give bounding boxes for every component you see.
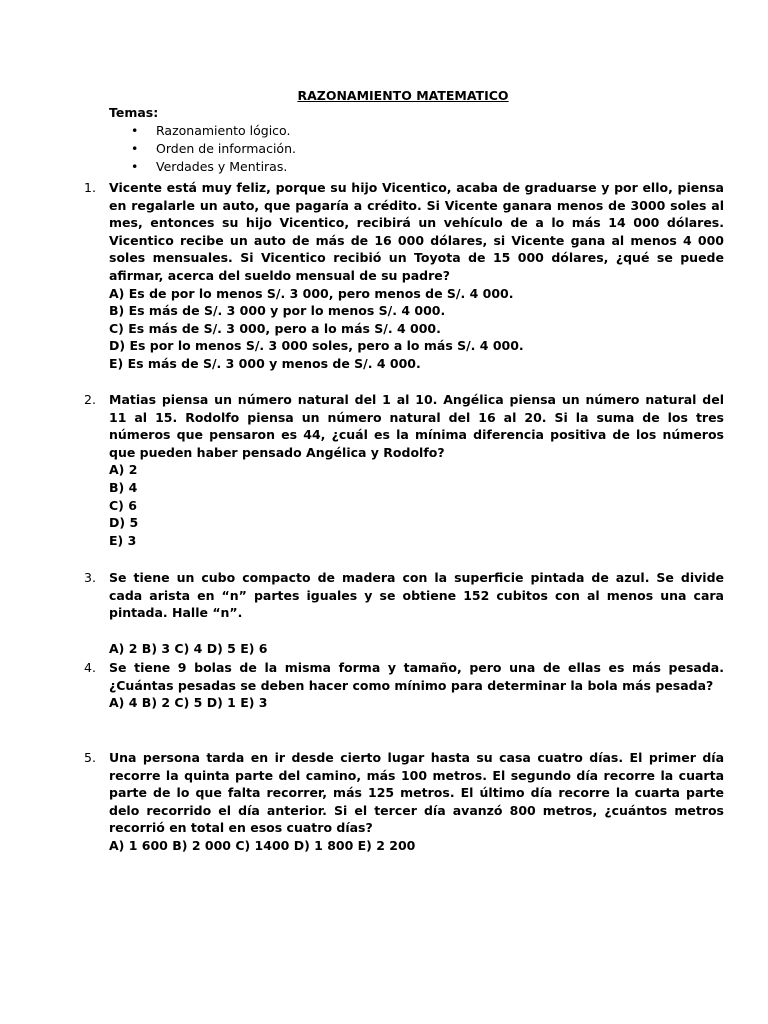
question-number: 3. — [84, 570, 96, 585]
temas-label: Temas: — [109, 105, 159, 120]
answer-option: C) Es más de S/. 3 000, pero a lo más S/. 4 000. — [109, 320, 441, 336]
question-stem: Una persona tarda en ir desde cierto lugar hasta su casa cuatro días. El primer día recorre la quinta parte del camino, más 100 metros. El segundo día recorre la cuarta parte de lo que falta recorrer, más 125 metros. El último día recorre la cuarta parte delo recorrido el día anterior. Si el tercer día avanzó 800 metros, ¿cuántos metros recorrió en total en esos cuatro días? — [109, 750, 724, 836]
question-number: 4. — [84, 660, 96, 675]
question-stem: Se tiene un cubo compacto de madera con la superficie pintada de azul. Se divide cada arista en “n” partes iguales y se obtiene 152 cubitos con al menos una cara pintada. Halle “n”. — [109, 570, 724, 621]
answer-options-line: A) 2 B) 3 C) 4 D) 5 E) 6 — [109, 640, 268, 656]
question-number: 5. — [84, 750, 96, 765]
question-4 — [84, 659, 724, 712]
question-stem: Vicente está muy feliz, porque su hijo Vicentico, acaba de graduarse y por ello, piensa en regalarle un auto, que pagaría a crédito. Si Vicente ganara menos de 3000 soles al mes, entonces su hijo Vicentico, recibirá un vehículo de a lo más 14 000 dólares. Vicentico recibe un auto de más de 16 000 dólares, si Vicente gana al menos 4 000 soles mensuales. Si Vicentico recibió un Toyota de 15 000 dólares, ¿qué se puede afirmar, acerca del sueldo mensual de su padre? — [109, 180, 724, 283]
bullet-icon: • — [131, 141, 139, 157]
temas-list-item — [131, 122, 296, 140]
temas-list-item — [131, 140, 296, 158]
question-5 — [84, 749, 724, 855]
answer-option: E) 3 — [109, 532, 137, 548]
question-stem: Matias piensa un número natural del 1 al 10. Angélica piensa un número natural del 11 al 15. Rodolfo piensa un número natural del 16 al 20. Si la suma de los tres números que pensaron es 44, ¿cuál es la mínima diferencia positiva de los números que pueden haber pensado Angélica y Rodolfo? — [109, 392, 724, 460]
document-title: RAZONAMIENTO MATEMATICO — [297, 88, 509, 103]
question-stem: Se tiene 9 bolas de la misma forma y tamaño, pero una de ellas es más pesada. ¿Cuántas pesadas se deben hacer como mínimo para determinar la bola más pesada? — [109, 660, 724, 693]
question-number: 2. — [84, 392, 96, 407]
bullet-icon: • — [131, 159, 139, 175]
answer-option: A) Es de por lo menos S/. 3 000, pero menos de S/. 4 000. — [109, 285, 514, 301]
question-3 — [84, 569, 724, 657]
question-number: 1. — [84, 180, 96, 195]
temas-item-text: Razonamiento lógico. — [156, 123, 291, 138]
answer-option: E) Es más de S/. 3 000 y menos de S/. 4 000. — [109, 355, 421, 371]
bullet-icon: • — [131, 123, 139, 138]
temas-list — [131, 122, 296, 177]
answer-options-line: A) 1 600 B) 2 000 C) 1400 D) 1 800 E) 2 200 — [109, 837, 416, 853]
answer-option: C) 6 — [109, 497, 137, 513]
answer-option: D) Es por lo menos S/. 3 000 soles, pero a lo más S/. 4 000. — [109, 338, 524, 354]
answer-options-line: A) 4 B) 2 C) 5 D) 1 E) 3 — [109, 695, 268, 711]
temas-item-text: Orden de información. — [156, 141, 296, 157]
question-2 — [84, 391, 724, 549]
temas-list-item — [131, 158, 296, 176]
answer-option: B) Es más de S/. 3 000 y por lo menos S/. 4 000. — [109, 303, 446, 319]
question-1 — [84, 179, 724, 373]
answer-option: A) 2 — [109, 462, 138, 478]
answer-option: B) 4 — [109, 479, 138, 495]
temas-item-text: Verdades y Mentiras. — [156, 159, 288, 175]
answer-option: D) 5 — [109, 515, 139, 531]
